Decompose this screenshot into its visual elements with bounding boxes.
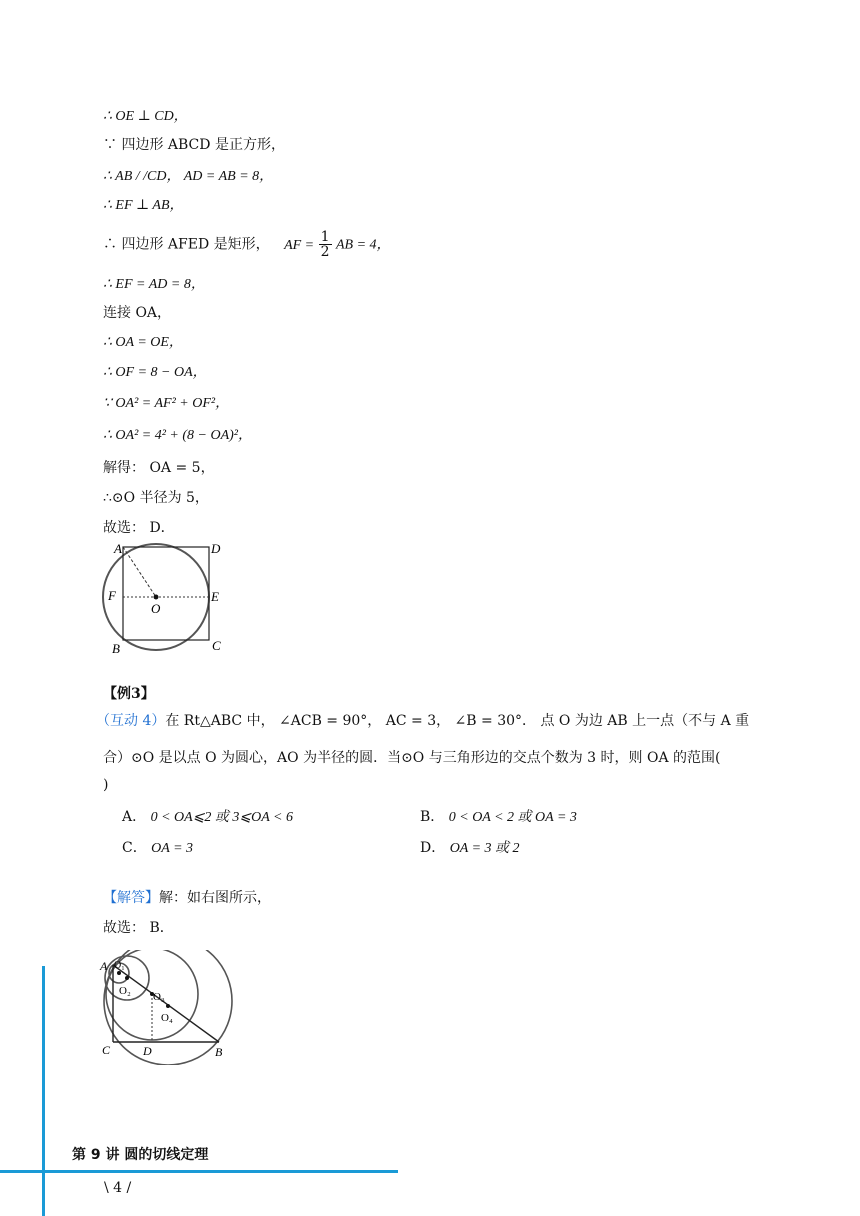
- af-fraction: [319, 230, 332, 259]
- dot-o1: [117, 971, 121, 975]
- left-margin-rule: [42, 966, 45, 1216]
- label-a2: A: [100, 959, 108, 973]
- option-c-text: OA = 3: [151, 841, 194, 856]
- option-b[interactable]: [420, 806, 577, 826]
- solution-line-8: ∴ OA = OE，: [103, 335, 183, 350]
- af-rhs: AB = 4，: [335, 237, 391, 253]
- option-c-letter: C．: [122, 840, 147, 856]
- answer-tag: 【解答】: [103, 890, 159, 906]
- option-a-letter: A．: [122, 809, 147, 825]
- footer-rule: [0, 1170, 398, 1173]
- example-stem-line2: 合）⊙O 是以点 O 为圆心，AO 为半径的圆．当⊙O 与三角形边的交点个数为 3 时，则 OA 的范围(: [103, 750, 721, 766]
- dot-o2: [125, 976, 129, 980]
- label-o: O: [151, 601, 161, 616]
- page-number: \ 4 /: [104, 1180, 132, 1196]
- segment-oa: [123, 547, 156, 597]
- footer-title: 第 9 讲 圆的切线定理: [72, 1147, 209, 1163]
- solution-line-4: ∴ EF ⊥ AB，: [103, 198, 184, 213]
- solution-line-14: 故选： D．: [103, 520, 175, 536]
- solution-line-11: ∴ OA² = 4² + (8 − OA)²，: [103, 428, 252, 443]
- option-a[interactable]: [122, 806, 293, 826]
- triangle-circles-figure: [98, 950, 238, 1065]
- solution-line-10: ∵ OA² = AF² + OF²，: [103, 396, 230, 411]
- solution-line-2: ∵ 四边形 ABCD 是正方形，: [103, 137, 285, 153]
- side-ab: [113, 965, 219, 1042]
- label-o3: O₃: [153, 991, 165, 1003]
- solution-line-1: ∴ OE ⊥ CD，: [103, 109, 188, 124]
- solution-line-9: ∴ OF = 8 − OA，: [103, 365, 207, 380]
- answer-line: [103, 887, 271, 907]
- example-header: 【例3】: [103, 686, 155, 702]
- label-o1: O₁: [114, 960, 125, 971]
- solution-line-5: [103, 230, 391, 259]
- label-o2: O₂: [119, 985, 131, 997]
- af-lhs: AF =: [284, 237, 315, 253]
- example-stem-line1: [96, 710, 749, 730]
- label-b2: B: [215, 1045, 223, 1059]
- example-stem-text1: 在 Rt△ABC 中， ∠ACB = 90°， AC = 3， ∠B = 30°． 点 O 为边 AB 上一点（不与 A 重: [165, 713, 750, 729]
- dot-o4: [166, 1004, 170, 1008]
- af-fraction-num: 1: [320, 229, 330, 245]
- option-c[interactable]: [122, 837, 193, 857]
- solution-line-5-text: ∴ 四边形 AFED 是矩形，: [103, 236, 270, 253]
- example-stem-line3: ): [103, 777, 109, 793]
- af-fraction-den: 2: [320, 244, 330, 260]
- answer-text: 解：如右图所示，: [159, 890, 271, 906]
- option-b-text: 0 < OA < 2 或 OA = 3: [448, 810, 577, 825]
- label-d2: D: [143, 1044, 152, 1058]
- label-b: B: [112, 641, 120, 656]
- label-c2: C: [102, 1043, 111, 1057]
- option-a-text: 0 < OA⩽2 或 3⩽OA < 6: [150, 810, 294, 825]
- solution-line-13: ∴⊙O 半径为 5，: [103, 490, 209, 506]
- label-c: C: [212, 638, 221, 653]
- option-d-letter: D．: [420, 840, 446, 856]
- center-dot: [154, 595, 159, 600]
- solution-line-12: 解得： OA = 5，: [103, 460, 215, 476]
- label-d: D: [211, 541, 221, 556]
- option-d-text: OA = 3 或 2: [449, 841, 520, 856]
- option-b-letter: B．: [420, 809, 445, 825]
- answer-choice: 故选： B．: [103, 920, 174, 936]
- solution-line-6: ∴ EF = AD = 8，: [103, 277, 205, 292]
- example-tag: （互动 4）: [96, 713, 166, 729]
- option-d[interactable]: [420, 837, 520, 857]
- label-o4: O₄: [161, 1012, 173, 1024]
- label-f: F: [108, 588, 116, 603]
- solution-line-3: ∴ AB / /CD， AD = AB = 8，: [103, 169, 274, 184]
- square-circle-figure: [100, 538, 230, 660]
- label-a: A: [114, 541, 122, 556]
- solution-line-7: 连接 OA，: [103, 305, 172, 321]
- label-e: E: [211, 589, 219, 604]
